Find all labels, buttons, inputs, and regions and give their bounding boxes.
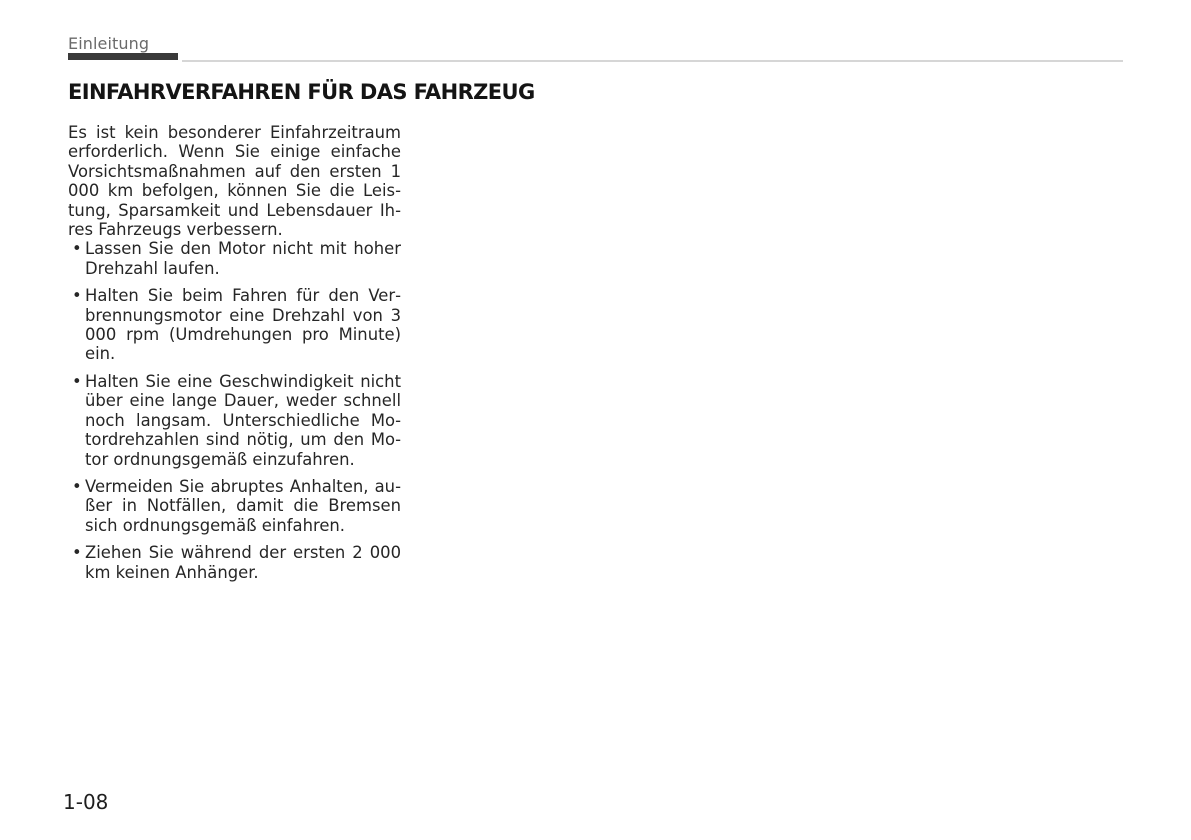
main-content	[68, 123, 401, 590]
header-rule-accent	[68, 53, 178, 60]
page-title: EINFAHRVERFAHREN FÜR DAS FAHRZEUG	[68, 80, 535, 104]
header-rule	[182, 60, 1123, 62]
bullet-dot: •	[72, 371, 82, 391]
section-label: Einleitung	[68, 34, 150, 53]
list-item	[68, 372, 401, 469]
list-item	[68, 543, 401, 582]
list-item-text: Ziehen Sie während der ersten 2 000 km keinen Anhänger.	[85, 543, 401, 582]
bullet-dot: •	[72, 239, 82, 259]
bullet-dot: •	[72, 543, 82, 563]
list-item-text: Lassen Sie den Motor nicht mit hoher Drehzahl laufen.	[85, 239, 401, 278]
page-number: 1-08	[63, 790, 109, 814]
bullet-list	[68, 239, 401, 582]
list-item-text: Halten Sie eine Geschwindigkeit nicht über eine lange Dauer, weder schnell noch langsam. Unterschiedliche Motordrehzahlen sind nötig, um den Motor ordnungsgemäß einzufahren.	[85, 371, 401, 469]
list-item	[68, 477, 401, 535]
bullet-dot: •	[72, 286, 82, 306]
list-item	[68, 286, 401, 364]
list-item-text: Vermeiden Sie abruptes Anhalten, außer in Notfällen, damit die Bremsen sich ordnungsgemäß einfahren.	[85, 476, 401, 535]
list-item-text: Halten Sie beim Fahren für den Verbrennungsmotor eine Drehzahl von 3 000 rpm (Umdrehungen pro Minute) ein.	[85, 286, 401, 364]
list-item	[68, 239, 401, 278]
bullet-dot: •	[72, 476, 82, 496]
intro-paragraph: Es ist kein besonderer Einfahrzeitraum erforderlich. Wenn Sie einige einfache Vorsichtsmaßnahmen auf den ersten 1 000 km befolgen, können Sie die Leistung, Sparsamkeit und Lebensdauer Ihres Fahrzeugs verbessern.	[68, 123, 401, 240]
